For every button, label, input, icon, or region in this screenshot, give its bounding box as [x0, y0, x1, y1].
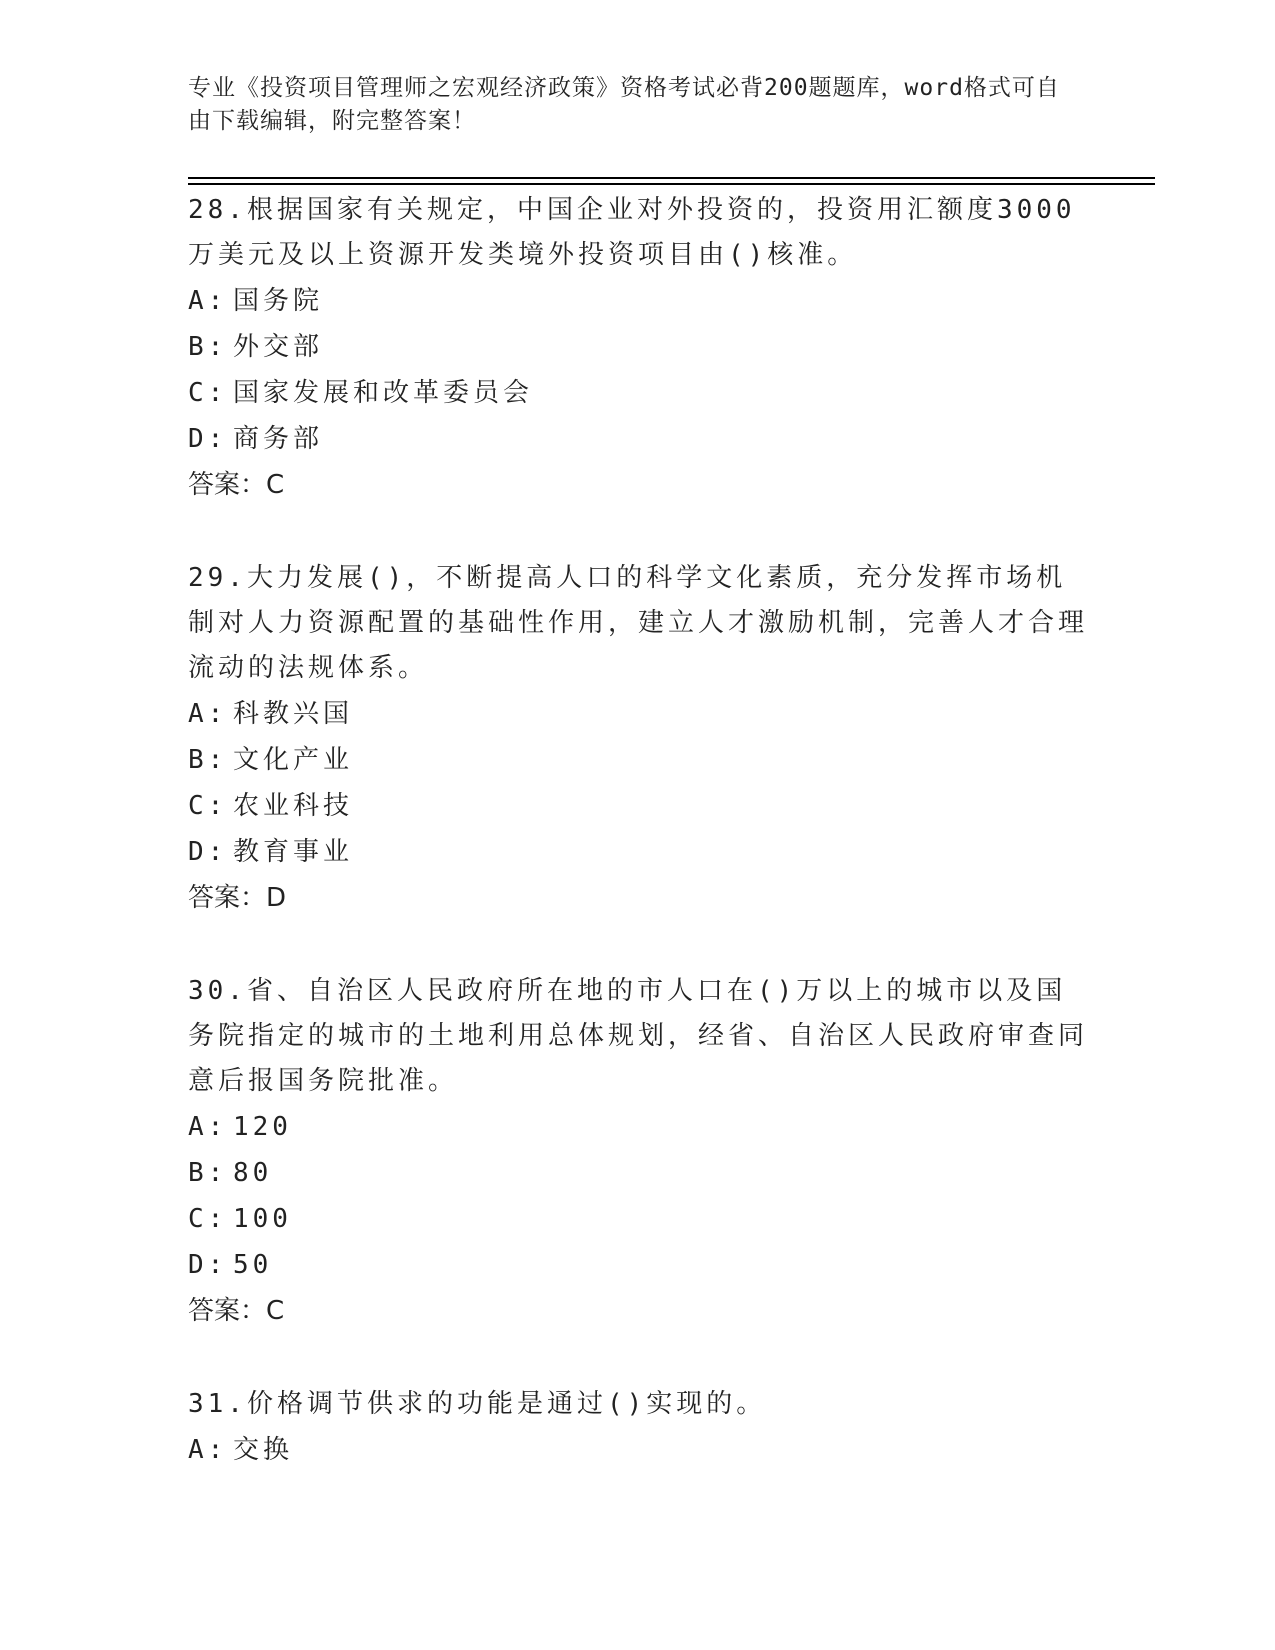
question-29 — [188, 556, 1088, 921]
question-stem: 28.根据国家有关规定，中国企业对外投资的，投资用汇额度3000万美元及以上资源开发类境外投资项目由()核准。 — [188, 195, 1076, 270]
option-a — [188, 1104, 1088, 1150]
option-text: 外交部 — [233, 332, 324, 362]
option-letter: B: — [188, 332, 228, 362]
option-d — [188, 829, 1088, 875]
option-d — [188, 416, 1088, 462]
option-text: 80 — [233, 1158, 273, 1188]
option-d — [188, 1242, 1088, 1288]
option-text: 50 — [233, 1250, 273, 1280]
option-letter: C: — [188, 1204, 228, 1234]
option-text: 科教兴国 — [233, 699, 354, 729]
question-31 — [188, 1382, 1088, 1473]
option-b — [188, 324, 1088, 370]
question-28 — [188, 188, 1088, 508]
option-text: 教育事业 — [233, 837, 354, 867]
option-letter: C: — [188, 378, 228, 408]
option-letter: D: — [188, 1250, 228, 1280]
option-c — [188, 1196, 1088, 1242]
option-text: 国家发展和改革委员会 — [233, 378, 534, 408]
option-letter: B: — [188, 745, 228, 775]
option-c — [188, 783, 1088, 829]
option-letter: A: — [188, 1112, 228, 1142]
answer-line: 答案：D — [188, 883, 287, 913]
option-letter: A: — [188, 286, 228, 316]
document-header: 专业《投资项目管理师之宏观经济政策》资格考试必背200题题库，word格式可自由下载编辑，附完整答案！ — [188, 75, 1060, 134]
question-30 — [188, 969, 1088, 1334]
option-text: 文化产业 — [233, 745, 354, 775]
option-b — [188, 737, 1088, 783]
question-list — [188, 188, 1088, 1521]
question-stem: 30.省、自治区人民政府所在地的市人口在()万以上的城市以及国务院指定的城市的土地利用总体规划，经省、自治区人民政府审查同意后报国务院批准。 — [188, 976, 1089, 1096]
header-rule-bottom — [188, 183, 1155, 185]
option-a — [188, 691, 1088, 737]
option-letter: A: — [188, 1435, 228, 1465]
answer-line: 答案：C — [188, 1296, 285, 1326]
option-text: 120 — [233, 1112, 292, 1142]
question-stem: 29.大力发展()，不断提高人口的科学文化素质，充分发挥市场机制对人力资源配置的基础性作用，建立人才激励机制，完善人才合理流动的法规体系。 — [188, 563, 1089, 683]
option-letter: D: — [188, 424, 228, 454]
option-letter: A: — [188, 699, 228, 729]
answer-line: 答案：C — [188, 470, 285, 500]
question-stem: 31.价格调节供求的功能是通过()实现的。 — [188, 1389, 767, 1419]
option-a — [188, 1427, 1088, 1473]
option-letter: C: — [188, 791, 228, 821]
option-letter: B: — [188, 1158, 228, 1188]
option-a — [188, 278, 1088, 324]
option-b — [188, 1150, 1088, 1196]
option-letter: D: — [188, 837, 228, 867]
option-text: 国务院 — [233, 286, 324, 316]
option-text: 交换 — [233, 1435, 294, 1465]
header-rule-top — [188, 177, 1155, 179]
option-text: 100 — [233, 1204, 292, 1234]
option-text: 农业科技 — [233, 791, 354, 821]
option-text: 商务部 — [233, 424, 324, 454]
option-c — [188, 370, 1088, 416]
